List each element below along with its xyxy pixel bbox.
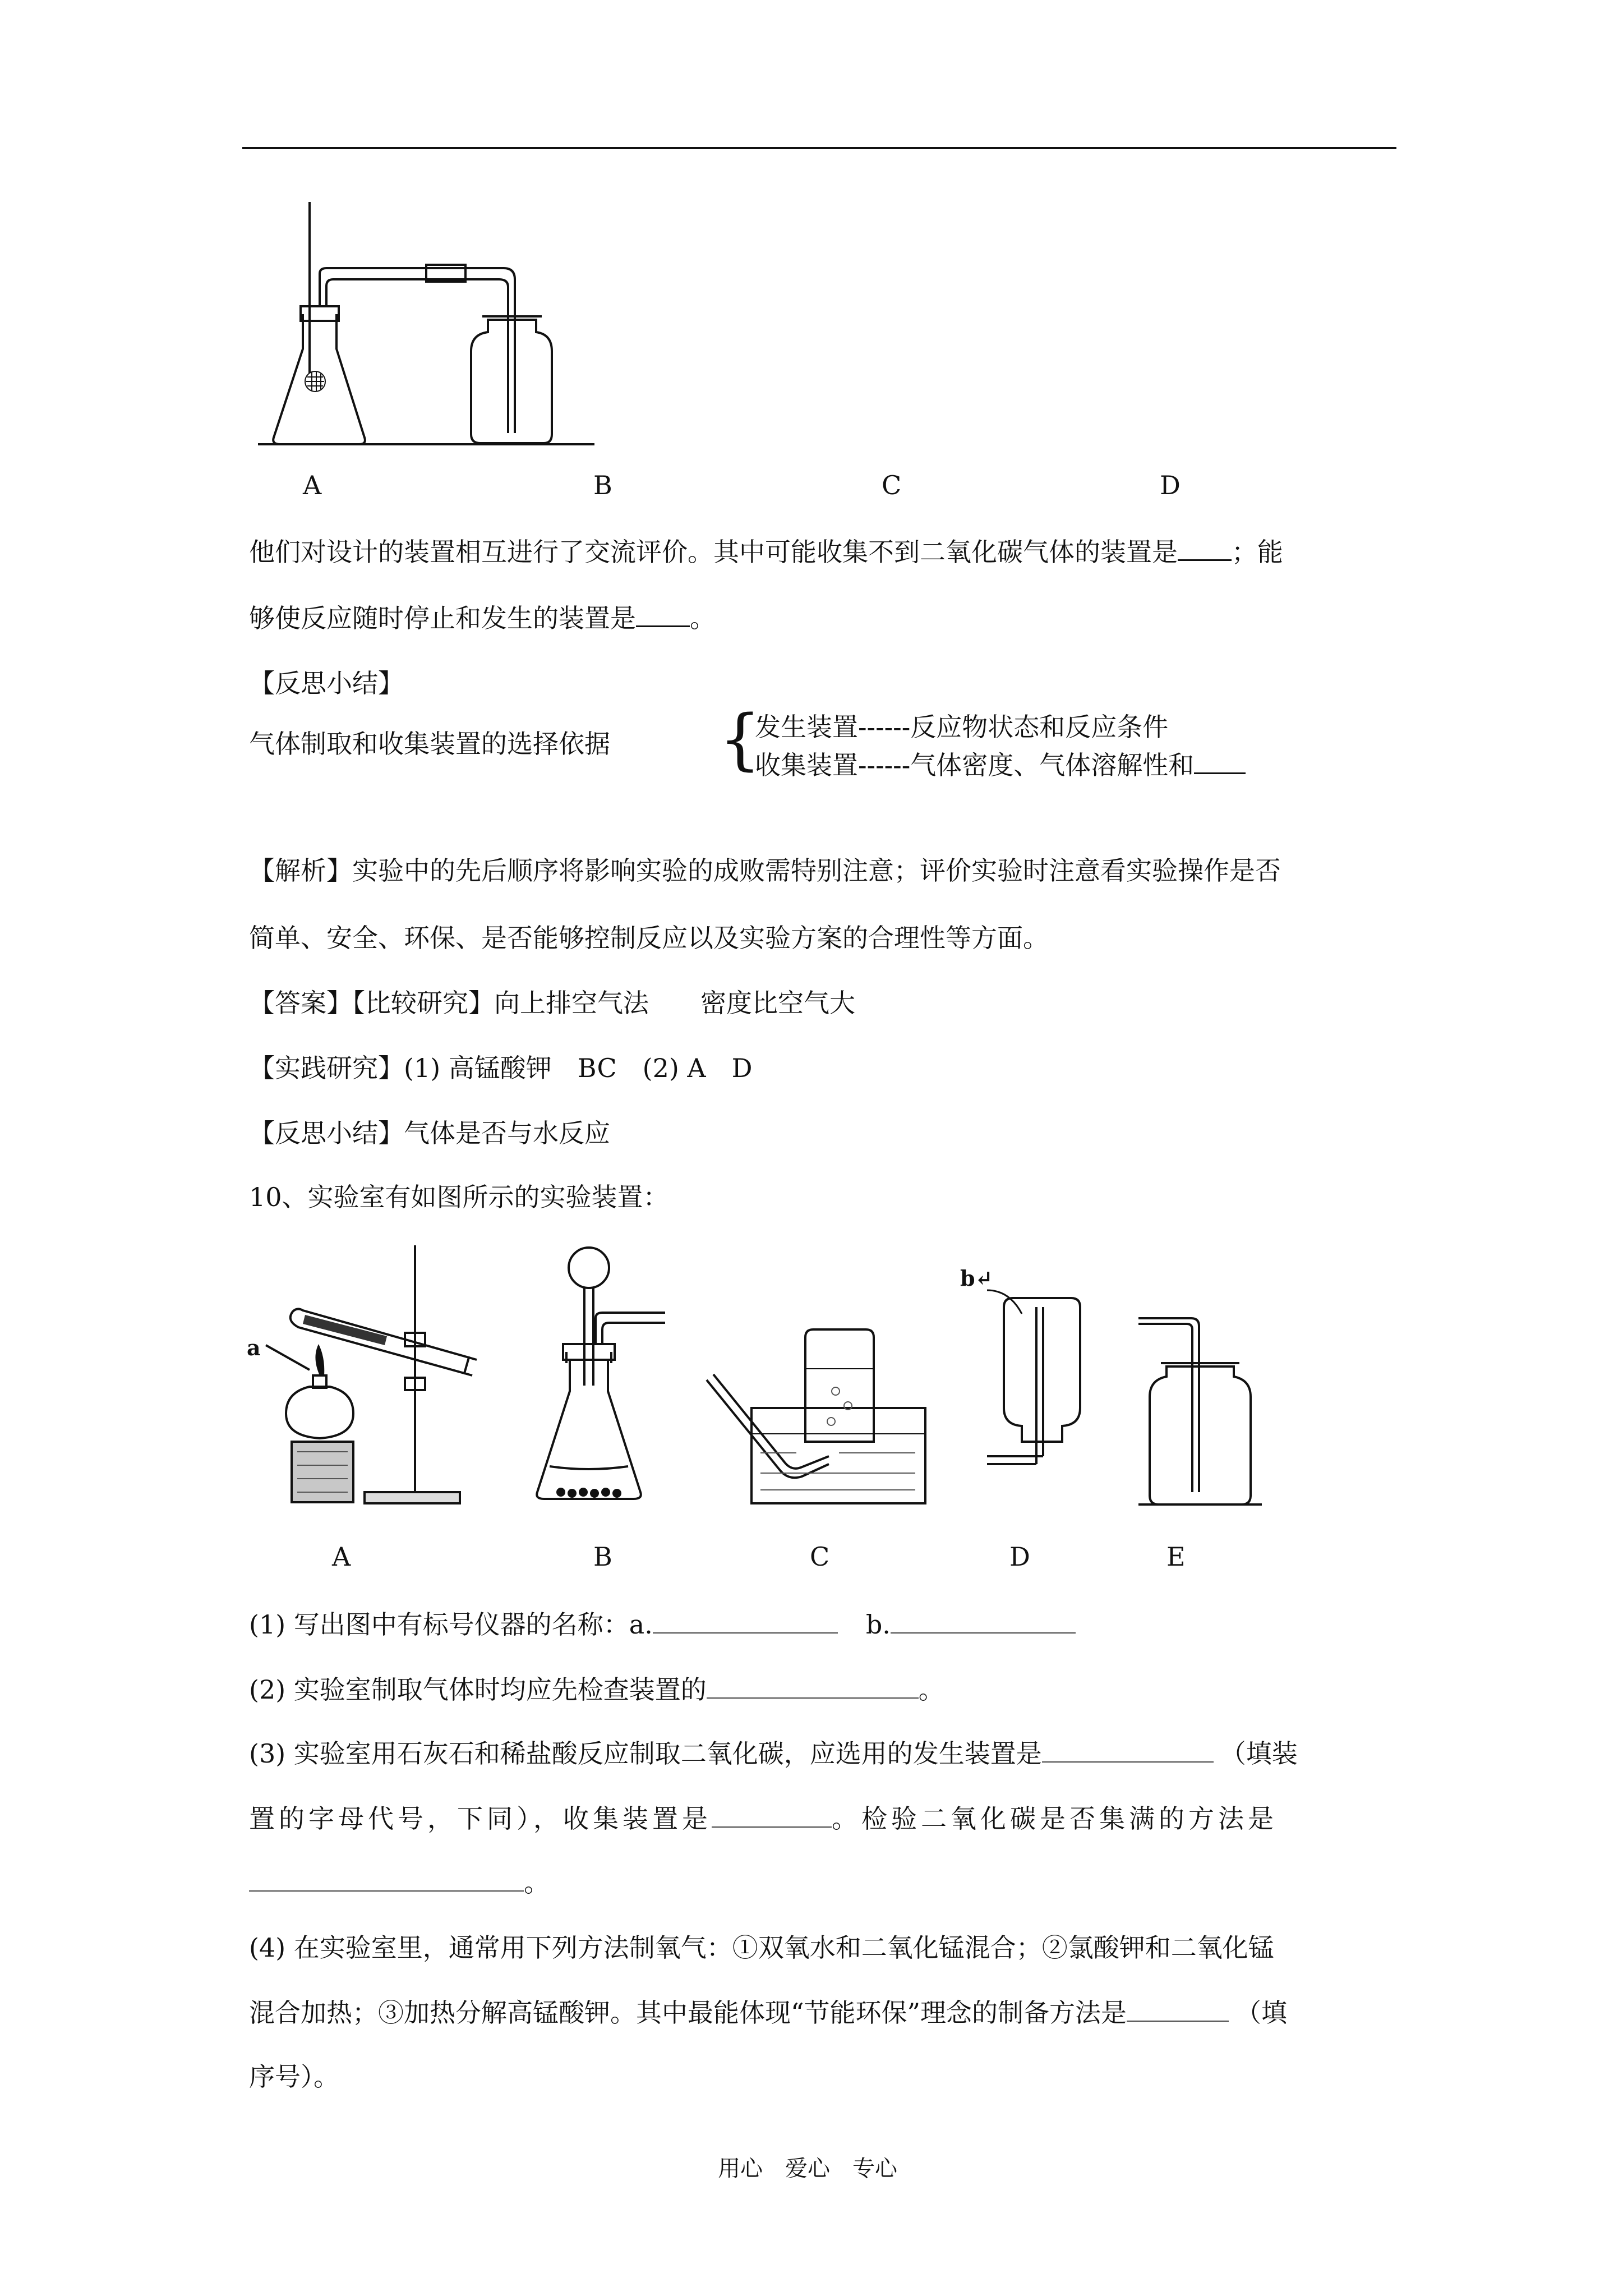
basis-item-text: 收集装置------气体密度、气体溶解性和 — [755, 750, 1195, 780]
apparatus-a — [247, 1245, 494, 1509]
evaluation-text: ；能 — [1232, 537, 1283, 567]
q1-b-text: b. — [865, 1609, 891, 1640]
q10-part-3-line-3 — [249, 1866, 550, 1899]
curly-brace: { — [719, 700, 762, 777]
header-rule — [242, 147, 1396, 149]
label-marker-a: a — [247, 1335, 261, 1360]
question-10-intro: 10、实验室有如图所示的实验装置： — [249, 1182, 669, 1212]
evaluation-text: 。 — [690, 603, 716, 633]
q10-part-4-line-1: (4) 在实验室里，通常用下列方法制氧气：①双氧水和二氧化锰混合；②氯酸钾和二氧化锰 — [249, 1932, 1274, 1963]
answer-blank — [653, 1610, 838, 1634]
answer-blank — [891, 1610, 1076, 1634]
answer-line-3: 【反思小结】气体是否与水反应 — [249, 1118, 610, 1148]
label-marker-b: b↵ — [960, 1266, 993, 1291]
answer-blank — [1178, 537, 1232, 561]
answer-blank — [249, 1868, 524, 1892]
q10-part-4-line-2 — [249, 1996, 1287, 2030]
answer-blank — [1194, 750, 1246, 774]
q10-figure-label-b: B — [593, 1542, 612, 1572]
answer-blank — [1127, 1998, 1229, 2022]
q4-text: （填 — [1235, 1998, 1288, 2028]
q10-part-3-line-1 — [249, 1737, 1298, 1770]
evaluation-text: 够使反应随时停止和发生的装置是 — [249, 603, 636, 633]
answer-blank — [712, 1804, 832, 1828]
answer-blank — [1042, 1739, 1214, 1763]
selection-basis-label: 气体制取和收集装置的选择依据 — [249, 729, 610, 759]
analysis-line-2: 简单、安全、环保、是否能够控制反应以及实验方案的合理性等方面。 — [249, 923, 1049, 953]
reflection-heading: 【反思小结】 — [249, 668, 404, 698]
q3-text: 。检验二氧化碳是否集满的方法是 — [832, 1803, 1278, 1834]
q3-text: 置的字母代号，下同），收集装置是 — [249, 1803, 712, 1834]
page-footer: 用心 爱心 专心 — [718, 2156, 897, 2182]
analysis-line-1: 【解析】实验中的先后顺序将影响实验的成败需特别注意；评价实验时注意看实验操作是否 — [249, 855, 1281, 886]
q10-figure-label-d: D — [1009, 1542, 1030, 1572]
evaluation-text: 他们对设计的装置相互进行了交流评价。其中可能收集不到二氧化碳气体的装置是 — [249, 537, 1178, 567]
top-figure-label-b: B — [593, 470, 612, 500]
q10-part-2 — [249, 1673, 944, 1706]
evaluation-line-1 — [249, 535, 1283, 569]
q10-figure-label-c: C — [810, 1542, 830, 1572]
basis-item-collection — [755, 748, 1246, 782]
q3-text: （填装 — [1220, 1738, 1298, 1769]
q3-text: 。 — [524, 1867, 550, 1898]
q10-part-1 — [249, 1608, 1076, 1641]
top-apparatus-figure — [258, 202, 606, 449]
apparatus-e — [1138, 1318, 1267, 1509]
apparatus-d — [987, 1296, 1110, 1509]
apparatus-c — [707, 1329, 931, 1509]
answer-blank — [707, 1675, 919, 1699]
apparatus-b — [533, 1245, 701, 1509]
top-figure-label-a: A — [303, 470, 322, 500]
q2-text: (2) 实验室制取气体时均应先检查装置的 — [249, 1674, 707, 1705]
answer-blank — [636, 603, 690, 627]
q10-part-4-line-3: 序号）。 — [249, 2062, 339, 2092]
q3-text: (3) 实验室用石灰石和稀盐酸反应制取二氧化碳，应选用的发生装置是 — [249, 1738, 1042, 1769]
basis-item-generation: 发生装置------反应物状态和反应条件 — [755, 712, 1169, 742]
q2-text-end: 。 — [918, 1674, 944, 1705]
answer-line-1: 【答案】【比较研究】向上排空气法 密度比空气大 — [249, 988, 855, 1018]
q4-text: 混合加热；③加热分解高锰酸钾。其中最能体现“节能环保”理念的制备方法是 — [249, 1998, 1127, 2028]
q10-part-3-line-2 — [249, 1802, 1278, 1835]
q10-figure-label-a: A — [332, 1542, 351, 1572]
top-figure-label-d: D — [1160, 470, 1181, 500]
top-figure-label-c: C — [882, 470, 902, 500]
q10-figure-label-e: E — [1166, 1542, 1186, 1572]
q1-text: (1) 写出图中有标号仪器的名称：a. — [249, 1609, 653, 1640]
pointer-b — [987, 1285, 1032, 1318]
evaluation-line-2 — [249, 601, 716, 635]
answer-line-2: 【实践研究】(1) 高锰酸钾 BC (2) A D — [249, 1053, 753, 1083]
